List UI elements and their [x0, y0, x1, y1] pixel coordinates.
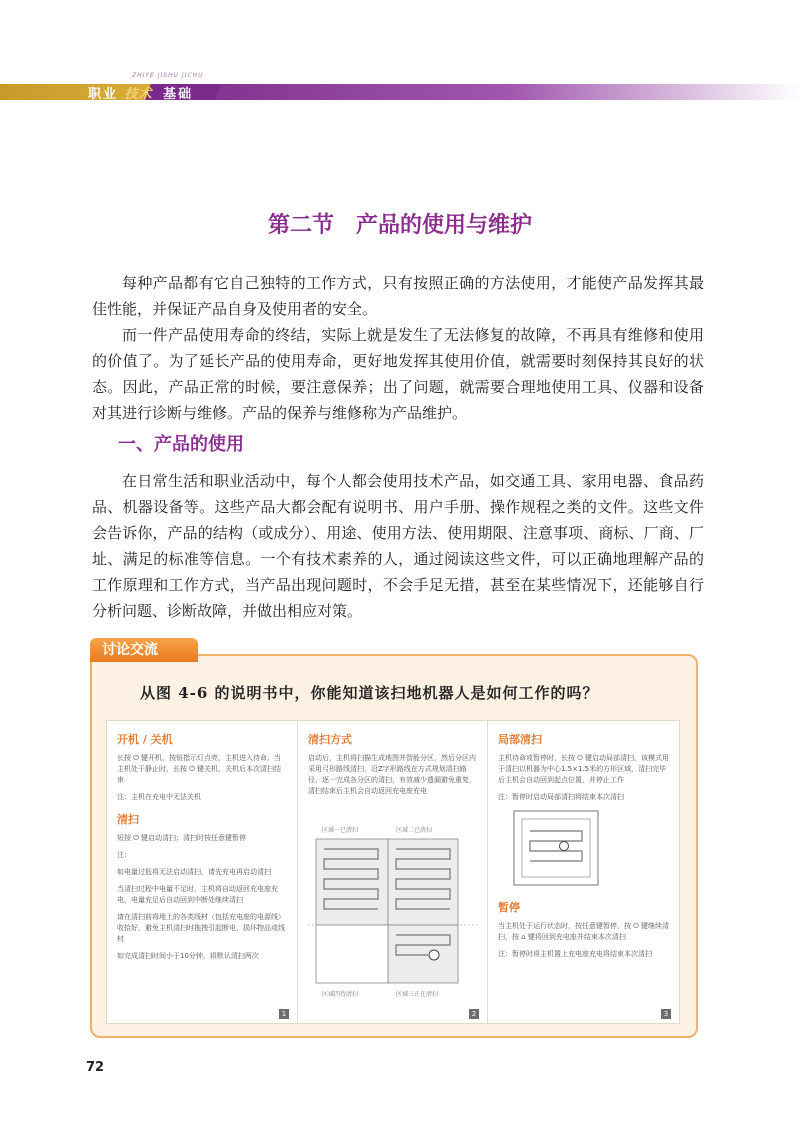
header-pinyin: ZHIYE JISHU JICHU	[132, 72, 204, 79]
manual-text: 如电量过低将无法启动清扫，请先充电再启动清扫	[117, 868, 271, 876]
manual-text: 长按 ⏻ 键开机，按钮指示灯点亮，主机进入待命。当主机处于静止时，长按 ⏻ 键关机，关机后本次清扫结束	[117, 754, 281, 784]
manual-column-1	[107, 721, 297, 1023]
spot-clean-diagram	[512, 809, 602, 889]
manual-page-badge: 1	[279, 1009, 289, 1019]
page-number: 72	[86, 1060, 105, 1075]
discussion-question: 从图 4-6 的说明书中，你能知道该扫地机器人是如何工作的吗？	[140, 684, 599, 702]
manual-column-3	[487, 721, 679, 1023]
manual-text: 当清扫过程中电量不足时，主机将自动返回充电座充电，电量充足后自动回到中断处继续清扫	[117, 885, 278, 904]
manual-heading: 清扫方式	[308, 733, 352, 746]
manual-text: 主机待命或暂停时，长按 ⏻ 键启动局部清扫，该模式用于清扫以机器为中心1.5×1.5米的方形区域，清扫完毕后主机会自动回到起点位置，并停止工作	[498, 754, 669, 784]
section-title: 第二节 产品的使用与维护	[267, 213, 532, 238]
paragraph-1: 每种产品都有它自己独特的工作方式，只有按照正确的方法使用，才能使产品发挥其最佳性能，并保证产品自身及使用者的安全。	[92, 274, 704, 318]
manual-note: 注：暂停时启动局部清扫将结束本次清扫	[498, 793, 624, 801]
zone-label: 区域四待清扫	[322, 991, 359, 998]
manual-heading: 清扫	[117, 813, 139, 826]
manual-note: 注：	[117, 851, 131, 859]
header-label-2: 技术	[124, 87, 153, 102]
manual-text: 如完成清扫时间小于10分钟，将默认清扫两次	[117, 952, 259, 960]
manual-page-badge: 3	[661, 1009, 671, 1019]
zone-label: 区域一已清扫	[322, 827, 359, 834]
manual-heading: 局部清扫	[498, 733, 542, 746]
manual-page-badge: 2	[469, 1009, 479, 1019]
manual-heading: 开机 / 关机	[117, 733, 173, 746]
cleaning-map-diagram	[308, 833, 478, 993]
zone-label: 区域三正在清扫	[396, 991, 439, 998]
manual-note: 注：暂停时将主机置上充电座充电将结束本次清扫	[498, 950, 652, 958]
manual-text: 请在清扫前将地上的各类线材（包括充电座的电源线）收拾好，避免主机清扫时拖拽引起断电、损坏物品或线材	[117, 913, 285, 943]
header-label-3: 基础	[163, 87, 194, 102]
header-label-1: 职业	[88, 87, 119, 102]
manual-heading: 暂停	[498, 901, 520, 914]
discussion-tab: 讨论交流	[90, 638, 198, 662]
manual-note: 注：主机在充电中无法关机	[117, 793, 201, 801]
manual-text: 当主机处于运行状态时，按任意键暂停，按 ⏻ 键继续清扫，按 ⌂ 键将回到充电座并结束本次清扫	[498, 922, 669, 941]
zone-label: 区域二已清扫	[396, 827, 433, 834]
manual-text: 启动后，主机将扫描生成地图并智能分区，然后分区内采用弓形路线清扫，沿Z字形路线在方式规划清扫路径，逐一完成各分区的清扫，有效减少遗漏避免重复，清扫结束后主机会自动返回充电座充电	[308, 754, 476, 795]
header-title	[88, 83, 193, 102]
subsection-title: 一、产品的使用	[118, 434, 244, 455]
paragraph-2: 而一件产品使用寿命的终结，实际上就是发生了无法修复的故障，不再具有维修和使用的价值了。为了延长产品的使用寿命，更好地发挥其使用价值，就需要时刻保持其良好的状态。因此，产品正常的时候，要注意保养；出了问题，就需要合理地使用工具、仪器和设备对其进行诊断与维修。产品的保养与维修称为产品维护。	[92, 326, 704, 422]
manual-figure	[106, 720, 680, 1024]
manual-column-2	[297, 721, 487, 1023]
manual-text: 短按 ⏻ 键启动清扫；清扫时按任意键暂停	[117, 834, 246, 842]
paragraph-3: 在日常生活和职业活动中，每个人都会使用技术产品，如交通工具、家用电器、食品药品、机器设备等。这些产品大都会配有说明书、用户手册、操作规程之类的文件。这些文件会告诉你，产品的结构（或成分）、用途、使用方法、使用期限、注意事项、商标、厂商、厂址、满足的标准等信息。一个有技术素养的人，通过阅读这些文件，可以正确地理解产品的工作原理和工作方式，当产品出现问题时，不会手足无措，甚至在某些情况下，还能够自行分析问题、诊断故障，并做出相应对策。	[92, 472, 704, 620]
header-band-purple	[212, 84, 800, 100]
